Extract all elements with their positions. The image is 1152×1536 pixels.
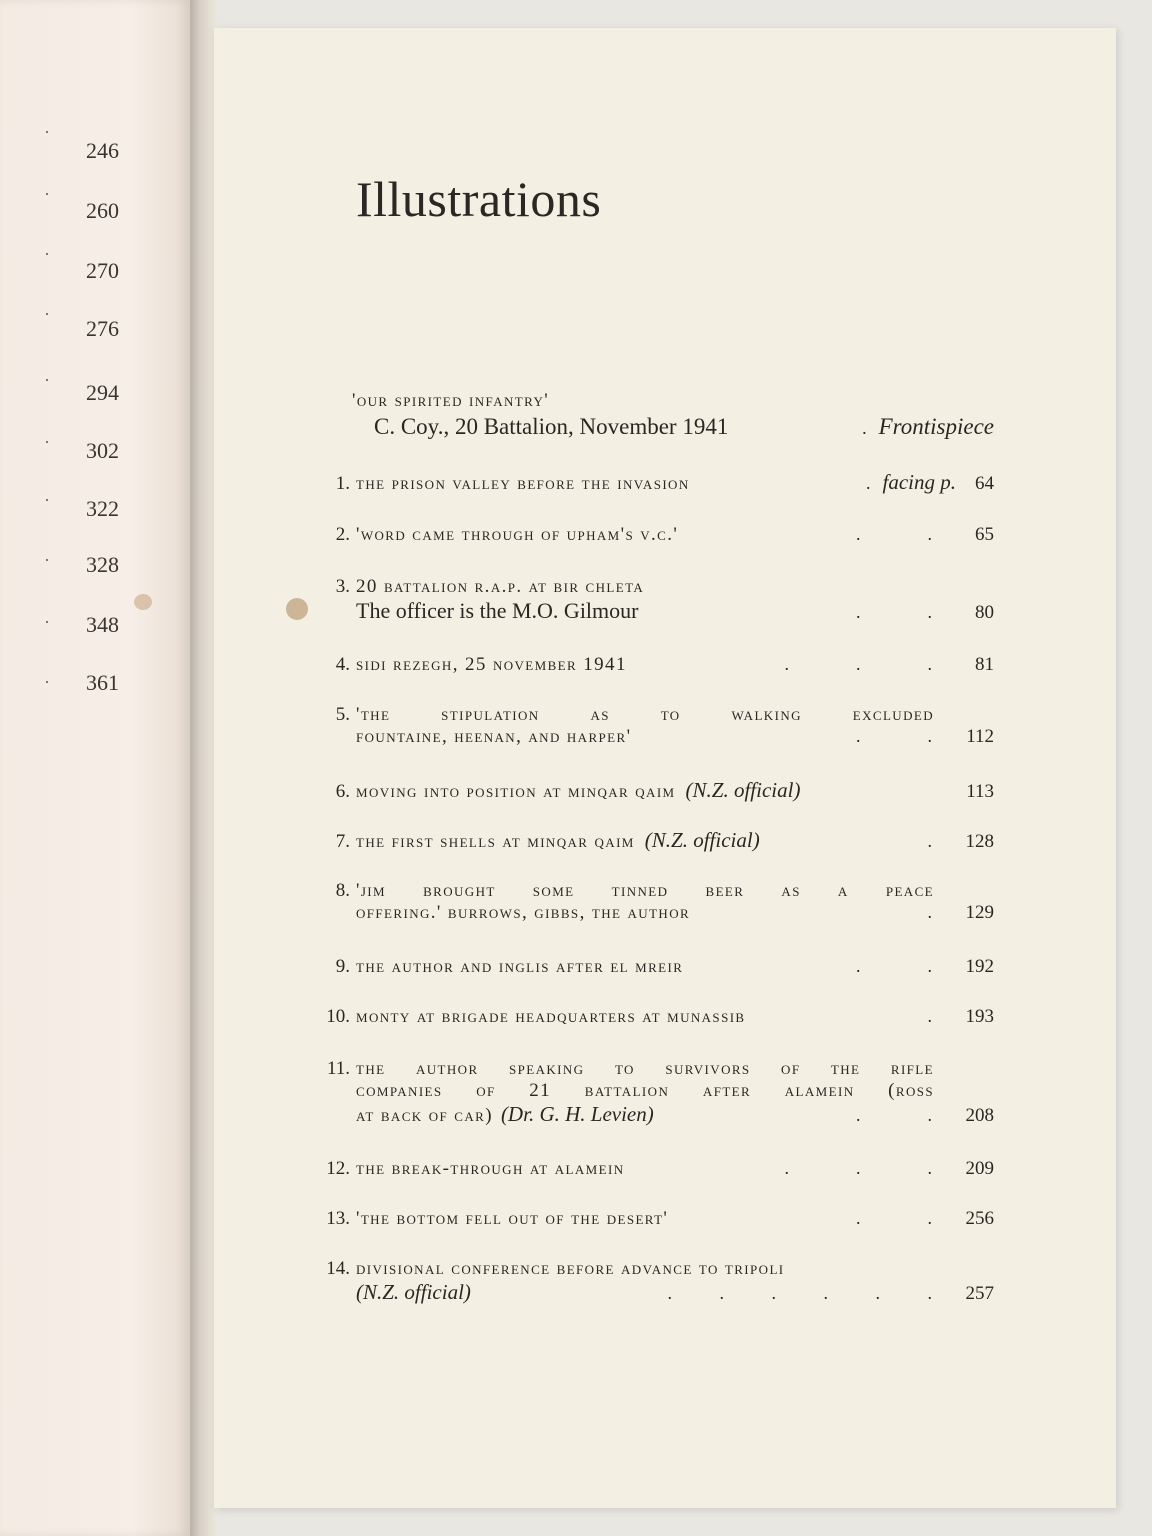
book-gutter bbox=[190, 0, 216, 1536]
dot-leader: . . bbox=[856, 602, 934, 622]
dot-leader: . . . bbox=[784, 654, 934, 674]
entry-page: 65 bbox=[975, 524, 994, 545]
entry-number: 11. bbox=[326, 1058, 350, 1079]
entry-number: 13. bbox=[326, 1208, 350, 1229]
facing-label: facing p. bbox=[882, 470, 956, 494]
entry-page: 112 bbox=[966, 726, 994, 747]
list-item bbox=[314, 470, 994, 495]
list-item bbox=[314, 576, 994, 624]
list-item bbox=[314, 956, 994, 978]
list-item bbox=[314, 1208, 994, 1230]
list-item bbox=[314, 654, 994, 676]
paper-stain bbox=[286, 598, 308, 620]
entry-title: 20 battalion r.a.p. at bir chleta bbox=[356, 576, 645, 597]
entry-credit: (N.Z. official) bbox=[356, 1280, 471, 1304]
leader-dot: · bbox=[44, 122, 50, 142]
entry-number: 12. bbox=[326, 1158, 350, 1179]
entry-page: 257 bbox=[965, 1283, 994, 1304]
entry-title: 'word came through of upham's v.c.' bbox=[356, 524, 679, 545]
entry-number: 7. bbox=[335, 831, 350, 852]
entry-title-cont: offering.' burrows, gibbs, the author bbox=[356, 902, 691, 923]
list-item bbox=[314, 1006, 994, 1028]
list-item bbox=[314, 1158, 994, 1180]
entry-title: the first shells at minqar qaim bbox=[356, 831, 635, 852]
leader-dot: · bbox=[44, 490, 50, 510]
left-page-number: 302 bbox=[86, 438, 119, 463]
entry-page: 192 bbox=[965, 956, 994, 977]
leader-dot: · bbox=[44, 304, 50, 324]
dot-leader: . . bbox=[856, 956, 934, 976]
entry-number: 6. bbox=[335, 781, 350, 802]
list-item bbox=[314, 524, 994, 546]
list-item bbox=[314, 704, 994, 748]
entry-title: the prison valley before the invasion bbox=[356, 473, 690, 494]
page-title: Illustrations bbox=[356, 171, 602, 227]
leader-dot: · bbox=[44, 184, 50, 204]
entry-title-cont: companies of 21 battalion after alamein (ross bbox=[356, 1080, 934, 1101]
entry-page: 256 bbox=[965, 1208, 994, 1229]
dot-leader: . bbox=[927, 902, 934, 922]
leader-dot: · bbox=[44, 244, 50, 264]
entry-number: 14. bbox=[326, 1258, 350, 1279]
entry-title: sidi rezegh, 25 november 1941 bbox=[356, 654, 627, 675]
leader-dot: · bbox=[44, 550, 50, 570]
entry-number: 1. bbox=[335, 473, 350, 494]
dot-leader: . . bbox=[856, 524, 934, 544]
entry-title: divisional conference before advance to tripoli bbox=[356, 1258, 785, 1279]
frontispiece-caption: 'our spirited infantry' bbox=[352, 390, 550, 411]
entry-credit: (N.Z. official) bbox=[685, 778, 801, 802]
entry-page: 128 bbox=[965, 831, 994, 852]
dot-leader: . bbox=[927, 1006, 934, 1026]
entry-title: the author and inglis after el mreir bbox=[356, 956, 684, 977]
entry-credit: (Dr. G. H. Levien) bbox=[500, 1102, 654, 1126]
dot-leader: . bbox=[927, 831, 934, 851]
entry-page: 129 bbox=[965, 902, 994, 923]
list-item bbox=[314, 1258, 994, 1305]
entry-subtitle: The officer is the M.O. Gilmour bbox=[356, 598, 639, 623]
frontispiece-subcaption: C. Coy., 20 Battalion, November 1941 bbox=[374, 414, 729, 439]
entry-page: 80 bbox=[975, 602, 994, 623]
dot-leader: . . bbox=[856, 1105, 934, 1125]
entry-number: 8. bbox=[335, 880, 350, 901]
entry-title: the author speaking to survivors of the rifle bbox=[356, 1058, 934, 1079]
entry-title: moving into position at minqar qaim bbox=[356, 781, 676, 802]
list-item bbox=[314, 1058, 994, 1127]
left-page-number: 260 bbox=[86, 198, 119, 223]
leader-dot: · bbox=[44, 672, 50, 692]
entry-title: 'the bottom fell out of the desert' bbox=[356, 1208, 669, 1229]
entry-title: the break-through at alamein bbox=[356, 1158, 625, 1179]
entry-title: 'the stipulation as to walking excluded bbox=[356, 704, 934, 725]
paper-stain bbox=[134, 594, 152, 610]
list-item bbox=[314, 778, 994, 803]
entry-number: 3. bbox=[335, 576, 350, 597]
right-page bbox=[214, 28, 1116, 1508]
entry-title-cont: at back of car) bbox=[356, 1105, 493, 1126]
dot-leader: . . . bbox=[784, 1158, 934, 1178]
left-page-number: 361 bbox=[86, 670, 119, 695]
entry-title: monty at brigade headquarters at munassib bbox=[356, 1006, 746, 1027]
list-item bbox=[314, 828, 994, 853]
dot-leader: . . bbox=[856, 726, 934, 746]
left-page-number: 270 bbox=[86, 258, 119, 283]
entry-number: 9. bbox=[335, 956, 350, 977]
entry-page: 64 bbox=[975, 473, 994, 494]
dot-leader: . bbox=[862, 418, 869, 438]
entry-page: 113 bbox=[966, 781, 994, 802]
left-page-number: 276 bbox=[86, 316, 119, 341]
left-page-number: 294 bbox=[86, 380, 119, 405]
leader-dot: · bbox=[44, 432, 50, 452]
left-page bbox=[0, 0, 190, 1536]
entry-page: 81 bbox=[975, 654, 994, 675]
left-page-number: 322 bbox=[86, 496, 119, 521]
entry-page: 193 bbox=[965, 1006, 994, 1027]
entry-page: 208 bbox=[965, 1105, 994, 1126]
frontispiece-entry bbox=[314, 390, 994, 440]
dot-leader: . bbox=[866, 473, 873, 493]
dot-leader: . . . . . . bbox=[667, 1283, 934, 1303]
entry-page: 209 bbox=[965, 1158, 994, 1179]
entry-number: 10. bbox=[326, 1006, 350, 1027]
leader-dot: · bbox=[44, 612, 50, 632]
entry-number: 5. bbox=[335, 704, 350, 725]
left-page-number: 246 bbox=[86, 138, 119, 163]
list-item bbox=[314, 880, 994, 924]
frontispiece-label: Frontispiece bbox=[878, 414, 994, 439]
entry-title: 'jim brought some tinned beer as a peace bbox=[356, 880, 934, 901]
entry-number: 4. bbox=[335, 654, 350, 675]
left-page-number: 348 bbox=[86, 612, 119, 637]
leader-dot: · bbox=[44, 370, 50, 390]
entry-title-cont: fountaine, heenan, and harper' bbox=[356, 726, 632, 747]
left-page-number: 328 bbox=[86, 552, 119, 577]
entry-credit: (N.Z. official) bbox=[644, 828, 760, 852]
dot-leader: . . bbox=[856, 1208, 934, 1228]
entry-number: 2. bbox=[335, 524, 350, 545]
